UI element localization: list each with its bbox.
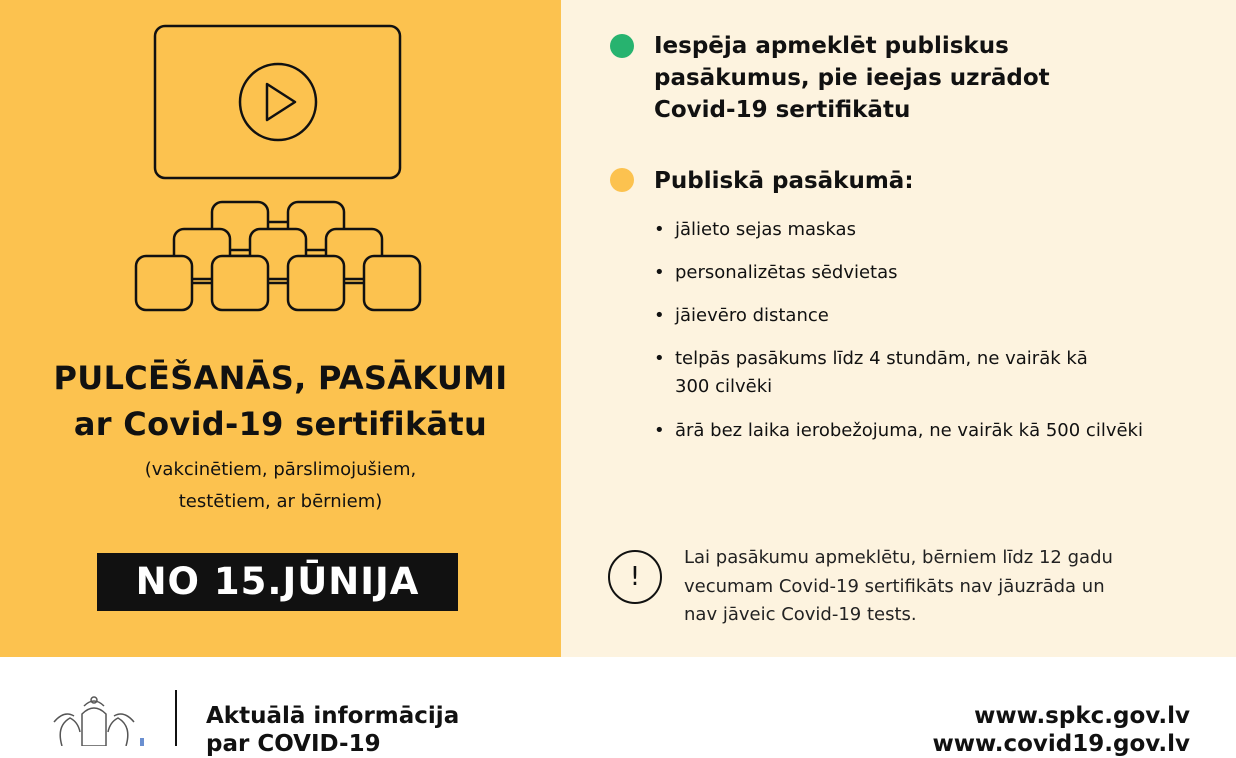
footer-info [206,702,459,758]
covid19-link[interactable]: www.covid19.gov.lv [932,731,1190,757]
list-item: • jālieto sejas maskas [654,216,1214,244]
section1-line3: Covid-19 sertifikātu [654,97,911,123]
bullet-icon: • [654,420,665,441]
spkc-link[interactable]: www.spkc.gov.lv [974,703,1190,729]
audience-note-line2: testētiem, ar bērniem) [178,491,383,512]
list-item: • personalizētas sēdvietas [654,259,1214,287]
cinema-screen-seats-icon [130,22,430,317]
list-item: • telpās pasākums līdz 4 stundām, ne vairāk kā 300 cilvēki [654,345,1214,401]
footer-info-line2: par COVID-19 [206,731,381,757]
bullet-icon: • [654,219,665,240]
left-panel [0,0,561,657]
section1-text [654,30,1050,126]
bullet-icon: • [654,348,665,369]
footer-divider [175,690,177,746]
footer-links [932,702,1190,758]
section1-line2: pasākumus, pie ieejas uzrādot [654,65,1050,91]
notice-line2: vecumam Covid-19 sertifikāts nav jāuzrāda un [684,575,1105,597]
coat-of-arms-icon [44,692,144,746]
headline-subtitle: ar Covid-19 sertifikātu [73,405,488,443]
notice-line1: Lai pasākumu apmeklētu, bērniem līdz 12 gadu [684,547,1113,568]
notice-text [684,544,1204,630]
green-dot-icon [610,34,634,58]
section2-title: Publiskā pasākumā: [654,168,914,194]
audience-note-line1: (vakcinētiem, pārslimojušiem, [144,459,417,480]
start-date-badge: NO 15.JŪNIJA [97,553,458,611]
bullet-icon: • [654,262,665,283]
list-item: • jāievēro distance [654,302,1214,330]
exclamation-icon: ! [608,550,662,604]
footer-info-line1: Aktuālā informācija [206,703,460,729]
headline-title: PULCĒŠANĀS, PASĀKUMI [53,359,508,397]
notice-line3: nav jāveic Covid-19 tests. [684,604,917,625]
section1-line1: Iespēja apmeklēt publiskus [654,33,1009,59]
list-item: • ārā bez laika ierobežojuma, ne vairāk kā 500 cilvēki [654,417,1214,445]
yellow-dot-icon [610,168,634,192]
bullet-icon: • [654,305,665,326]
